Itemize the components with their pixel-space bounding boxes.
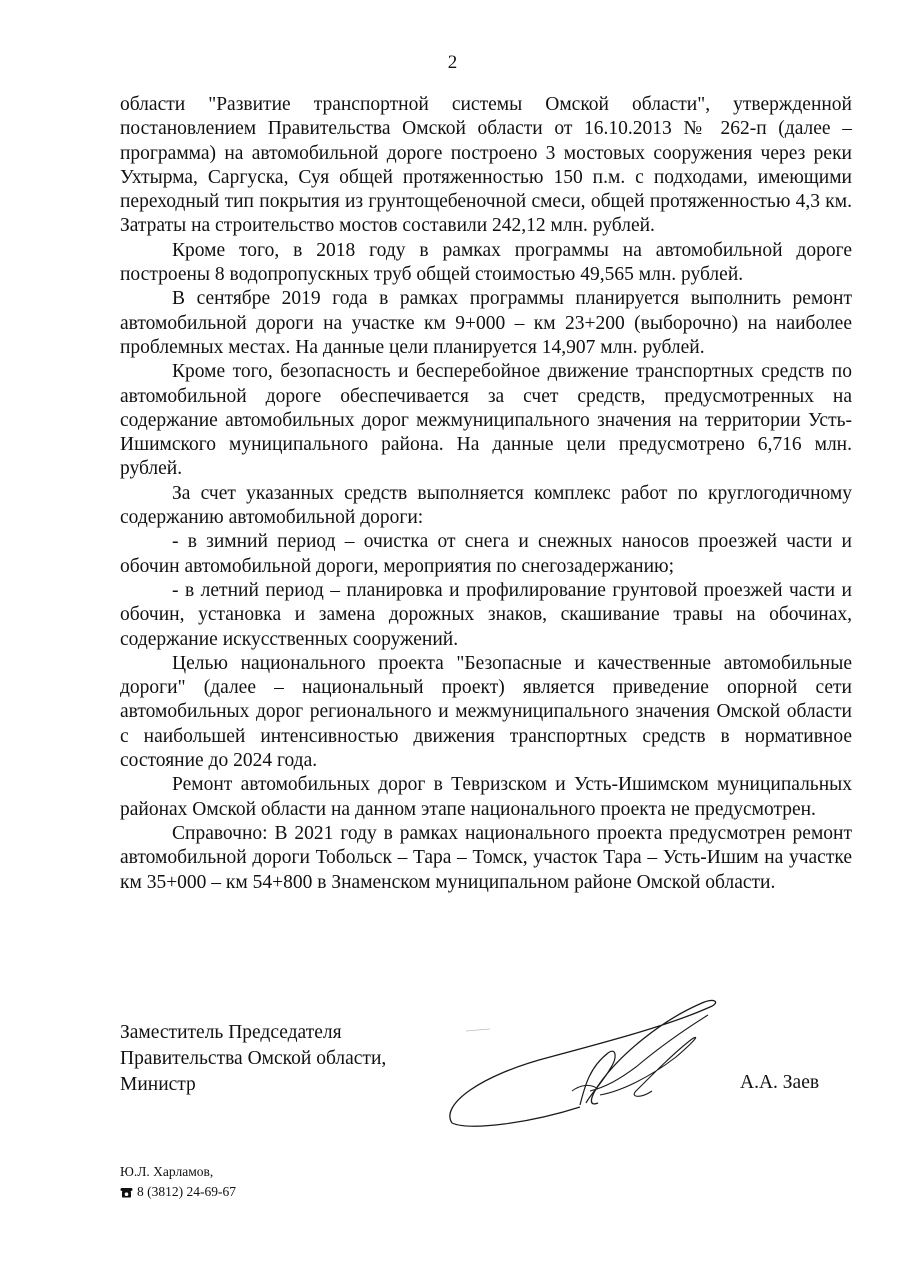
paragraph-national-project-goal: Целью национального проекта "Безопасные и качественные автомобильные дороги" (далее – национальный проект) является приведение опорной сети автомобильных дорог регионального и межмуниципального значения Омской области с наибольшей интенсивностью движения транспортных средств в нормативное состояние до 2024 года.: [120, 652, 852, 772]
paragraph-maintenance-funding: Кроме того, безопасность и бесперебойное движение транспортных средств по автомобильной дороге обеспечивается за счет средств, предусмотренных на содержание автомобильных дорог межмуниципального значения на территории Усть-Ишимского муниципального района. На данные цели предусмотрено 6,716 млн. рублей.: [120, 361, 852, 480]
paragraph-program-bridges: области "Развитие транспортной системы Омской области", утвержденной постановлением Правительства Омской области от 16.10.2013 № 262-п (далее – программа) на автомобильной дороге построено 3 мостовых сооружения через реки Ухтырма, Саргуска, Суя общей протяженностью 150 п.м. с подходами, имеющими переходный тип покрытия из грунтощебеночной смеси, общей протяженностью 4,3 км. Затраты на строительство мостов составили 242,12 млн. рублей.: [120, 94, 852, 237]
page-number: 2: [447, 52, 458, 73]
executor-phone-line: [120, 1182, 236, 1202]
signatory-position-line: Правительства Омской области,: [120, 1048, 387, 1069]
executor-phone: 8 (3812) 24-69-67: [137, 1184, 236, 1199]
executor-info: [120, 1162, 236, 1202]
handwritten-signature: [440, 995, 730, 1135]
telephone-icon: [120, 1187, 133, 1198]
signatory-position-line: Министр: [120, 1074, 196, 1095]
signatory-position: [120, 1020, 386, 1098]
paragraph-culverts: Кроме того, в 2018 году в рамках программы на автомобильной дороге построены 8 водопропускных труб общей стоимостью 49,565 млн. рублей.: [120, 239, 852, 286]
paragraph-repair-not-planned: Ремонт автомобильных дорог в Тевризском и Усть-Ишимском муниципальных районах Омской области на данном этапе национального проекта не предусмотрен.: [120, 774, 852, 820]
signatory-position-line: Заместитель Председателя: [120, 1022, 342, 1043]
letter-body: [120, 93, 852, 895]
executor-name: Ю.Л. Харламов,: [120, 1164, 214, 1179]
paragraph-maintenance-works: За счет указанных средств выполняется комплекс работ по круглогодичному содержанию автомобильной дороги:: [120, 482, 852, 529]
paragraph-summer-works: - в летний период – планировка и профилирование грунтовой проезжей части и обочин, установка и замена дорожных знаков, скашивание травы на обочинах, содержание искусственных сооружений.: [120, 579, 852, 650]
paragraph-repair-2019: В сентябре 2019 года в рамках программы планируется выполнить ремонт автомобильной дороги на участке км 9+000 – км 23+200 (выборочно) на наиболее проблемных местах. На данные цели планируется 14,907 млн. рублей.: [120, 288, 852, 358]
paragraph-reference-2021: Справочно: В 2021 году в рамках национального проекта предусмотрен ремонт автомобильной дороги Тобольск – Тара – Томск, участок Тара – Усть-Ишим на участке км 35+000 – км 54+800 в Знаменском муниципальном районе Омской области.: [120, 822, 852, 893]
paragraph-winter-works: - в зимний период – очистка от снега и снежных наносов проезжей части и обочин автомобильной дороги, мероприятия по снегозадержанию;: [120, 531, 852, 577]
signatory-name: А.А. Заев: [740, 1072, 820, 1093]
